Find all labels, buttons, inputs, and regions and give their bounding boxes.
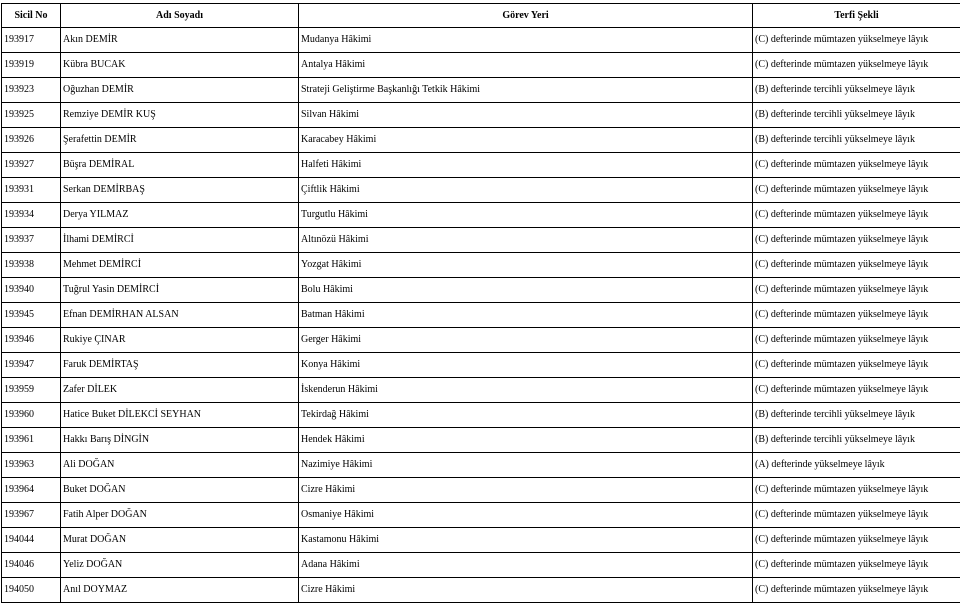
- table-row: [2, 578, 960, 603]
- cell-terfi-sekli: (C) defterinde mümtazen yükselmeye lâyık: [753, 478, 960, 503]
- cell-gorev-yeri: Silvan Hâkimi: [299, 103, 753, 128]
- cell-adi-soyadi: Murat DOĞAN: [61, 528, 299, 553]
- cell-adi-soyadi: Yeliz DOĞAN: [61, 553, 299, 578]
- table-row: [2, 378, 960, 403]
- cell-terfi-sekli: (A) defterinde yükselmeye lâyık: [753, 453, 960, 478]
- cell-gorev-yeri: Cizre Hâkimi: [299, 578, 753, 603]
- cell-terfi-sekli: (B) defterinde tercihli yükselmeye lâyık: [753, 103, 960, 128]
- cell-gorev-yeri: Cizre Hâkimi: [299, 478, 753, 503]
- header-row: [2, 4, 960, 28]
- cell-adi-soyadi: Ali DOĞAN: [61, 453, 299, 478]
- header-terfi-sekli: Terfi Şekli: [753, 4, 960, 28]
- table-row: [2, 153, 960, 178]
- cell-sicil-no: 193931: [2, 178, 61, 203]
- cell-gorev-yeri: Mudanya Hâkimi: [299, 28, 753, 53]
- cell-gorev-yeri: Konya Hâkimi: [299, 353, 753, 378]
- cell-adi-soyadi: Faruk DEMİRTAŞ: [61, 353, 299, 378]
- table-row: [2, 178, 960, 203]
- cell-gorev-yeri: Turgutlu Hâkimi: [299, 203, 753, 228]
- cell-sicil-no: 193937: [2, 228, 61, 253]
- cell-adi-soyadi: Mehmet DEMİRCİ: [61, 253, 299, 278]
- cell-sicil-no: 193946: [2, 328, 61, 353]
- header-gorev-yeri: Görev Yeri: [299, 4, 753, 28]
- cell-adi-soyadi: Zafer DİLEK: [61, 378, 299, 403]
- cell-adi-soyadi: Tuğrul Yasin DEMİRCİ: [61, 278, 299, 303]
- table-row: [2, 453, 960, 478]
- cell-adi-soyadi: İlhami DEMİRCİ: [61, 228, 299, 253]
- cell-terfi-sekli: (C) defterinde mümtazen yükselmeye lâyık: [753, 353, 960, 378]
- cell-terfi-sekli: (C) defterinde mümtazen yükselmeye lâyık: [753, 203, 960, 228]
- cell-adi-soyadi: Remziye DEMİR KUŞ: [61, 103, 299, 128]
- cell-sicil-no: 193925: [2, 103, 61, 128]
- cell-gorev-yeri: Nazimiye Hâkimi: [299, 453, 753, 478]
- cell-adi-soyadi: Akın DEMİR: [61, 28, 299, 53]
- cell-gorev-yeri: Altınözü Hâkimi: [299, 228, 753, 253]
- cell-sicil-no: 193940: [2, 278, 61, 303]
- cell-sicil-no: 194050: [2, 578, 61, 603]
- cell-adi-soyadi: Oğuzhan DEMİR: [61, 78, 299, 103]
- cell-gorev-yeri: Yozgat Hâkimi: [299, 253, 753, 278]
- table-body: [2, 28, 960, 603]
- cell-terfi-sekli: (C) defterinde mümtazen yükselmeye lâyık: [753, 378, 960, 403]
- cell-sicil-no: 194046: [2, 553, 61, 578]
- cell-terfi-sekli: (C) defterinde mümtazen yükselmeye lâyık: [753, 28, 960, 53]
- cell-sicil-no: 193938: [2, 253, 61, 278]
- table-row: [2, 503, 960, 528]
- cell-terfi-sekli: (B) defterinde tercihli yükselmeye lâyık: [753, 428, 960, 453]
- cell-adi-soyadi: Şerafettin DEMİR: [61, 128, 299, 153]
- cell-terfi-sekli: (C) defterinde mümtazen yükselmeye lâyık: [753, 303, 960, 328]
- cell-terfi-sekli: (B) defterinde tercihli yükselmeye lâyık: [753, 78, 960, 103]
- cell-adi-soyadi: Hakkı Barış DİNGİN: [61, 428, 299, 453]
- cell-adi-soyadi: Kübra BUCAK: [61, 53, 299, 78]
- cell-gorev-yeri: Halfeti Hâkimi: [299, 153, 753, 178]
- table-row: [2, 103, 960, 128]
- cell-adi-soyadi: Efnan DEMİRHAN ALSAN: [61, 303, 299, 328]
- table-row: [2, 428, 960, 453]
- cell-terfi-sekli: (C) defterinde mümtazen yükselmeye lâyık: [753, 253, 960, 278]
- cell-sicil-no: 193967: [2, 503, 61, 528]
- cell-sicil-no: 193926: [2, 128, 61, 153]
- cell-terfi-sekli: (C) defterinde mümtazen yükselmeye lâyık: [753, 328, 960, 353]
- cell-terfi-sekli: (C) defterinde mümtazen yükselmeye lâyık: [753, 528, 960, 553]
- cell-gorev-yeri: Adana Hâkimi: [299, 553, 753, 578]
- cell-sicil-no: 193945: [2, 303, 61, 328]
- cell-adi-soyadi: Rukiye ÇINAR: [61, 328, 299, 353]
- cell-sicil-no: 193964: [2, 478, 61, 503]
- cell-gorev-yeri: Kastamonu Hâkimi: [299, 528, 753, 553]
- table-header: [2, 4, 960, 28]
- cell-sicil-no: 193917: [2, 28, 61, 53]
- cell-gorev-yeri: Bolu Hâkimi: [299, 278, 753, 303]
- cell-gorev-yeri: Hendek Hâkimi: [299, 428, 753, 453]
- cell-terfi-sekli: (C) defterinde mümtazen yükselmeye lâyık: [753, 53, 960, 78]
- table-row: [2, 353, 960, 378]
- cell-gorev-yeri: Antalya Hâkimi: [299, 53, 753, 78]
- cell-sicil-no: 193963: [2, 453, 61, 478]
- cell-adi-soyadi: Hatice Buket DİLEKCİ SEYHAN: [61, 403, 299, 428]
- cell-gorev-yeri: Batman Hâkimi: [299, 303, 753, 328]
- table-row: [2, 303, 960, 328]
- cell-terfi-sekli: (B) defterinde tercihli yükselmeye lâyık: [753, 128, 960, 153]
- cell-gorev-yeri: Çiftlik Hâkimi: [299, 178, 753, 203]
- cell-sicil-no: 193961: [2, 428, 61, 453]
- header-adi-soyadi: Adı Soyadı: [61, 4, 299, 28]
- table-row: [2, 228, 960, 253]
- table-row: [2, 253, 960, 278]
- cell-adi-soyadi: Fatih Alper DOĞAN: [61, 503, 299, 528]
- cell-gorev-yeri: Osmaniye Hâkimi: [299, 503, 753, 528]
- cell-terfi-sekli: (C) defterinde mümtazen yükselmeye lâyık: [753, 228, 960, 253]
- cell-terfi-sekli: (B) defterinde tercihli yükselmeye lâyık: [753, 403, 960, 428]
- table-row: [2, 278, 960, 303]
- cell-gorev-yeri: Gerger Hâkimi: [299, 328, 753, 353]
- table-row: [2, 128, 960, 153]
- cell-adi-soyadi: Büşra DEMİRAL: [61, 153, 299, 178]
- cell-terfi-sekli: (C) defterinde mümtazen yükselmeye lâyık: [753, 153, 960, 178]
- cell-gorev-yeri: İskenderun Hâkimi: [299, 378, 753, 403]
- cell-gorev-yeri: Karacabey Hâkimi: [299, 128, 753, 153]
- cell-terfi-sekli: (C) defterinde mümtazen yükselmeye lâyık: [753, 578, 960, 603]
- table-row: [2, 53, 960, 78]
- cell-gorev-yeri: Strateji Geliştirme Başkanlığı Tetkik Hâkimi: [299, 78, 753, 103]
- cell-sicil-no: 193923: [2, 78, 61, 103]
- cell-adi-soyadi: Derya YILMAZ: [61, 203, 299, 228]
- table-row: [2, 28, 960, 53]
- table-row: [2, 403, 960, 428]
- table-row: [2, 328, 960, 353]
- table-row: [2, 78, 960, 103]
- cell-sicil-no: 193934: [2, 203, 61, 228]
- table-row: [2, 553, 960, 578]
- cell-adi-soyadi: Anıl DOYMAZ: [61, 578, 299, 603]
- cell-terfi-sekli: (C) defterinde mümtazen yükselmeye lâyık: [753, 503, 960, 528]
- table-row: [2, 528, 960, 553]
- table-row: [2, 203, 960, 228]
- cell-terfi-sekli: (C) defterinde mümtazen yükselmeye lâyık: [753, 178, 960, 203]
- cell-sicil-no: 194044: [2, 528, 61, 553]
- cell-sicil-no: 193960: [2, 403, 61, 428]
- cell-adi-soyadi: Serkan DEMİRBAŞ: [61, 178, 299, 203]
- cell-terfi-sekli: (C) defterinde mümtazen yükselmeye lâyık: [753, 278, 960, 303]
- cell-sicil-no: 193959: [2, 378, 61, 403]
- header-sicil-no: Sicil No: [2, 4, 61, 28]
- table-row: [2, 478, 960, 503]
- cell-sicil-no: 193947: [2, 353, 61, 378]
- cell-sicil-no: 193927: [2, 153, 61, 178]
- cell-terfi-sekli: (C) defterinde mümtazen yükselmeye lâyık: [753, 553, 960, 578]
- cell-gorev-yeri: Tekirdağ Hâkimi: [299, 403, 753, 428]
- cell-adi-soyadi: Buket DOĞAN: [61, 478, 299, 503]
- promotion-table: [1, 3, 960, 603]
- cell-sicil-no: 193919: [2, 53, 61, 78]
